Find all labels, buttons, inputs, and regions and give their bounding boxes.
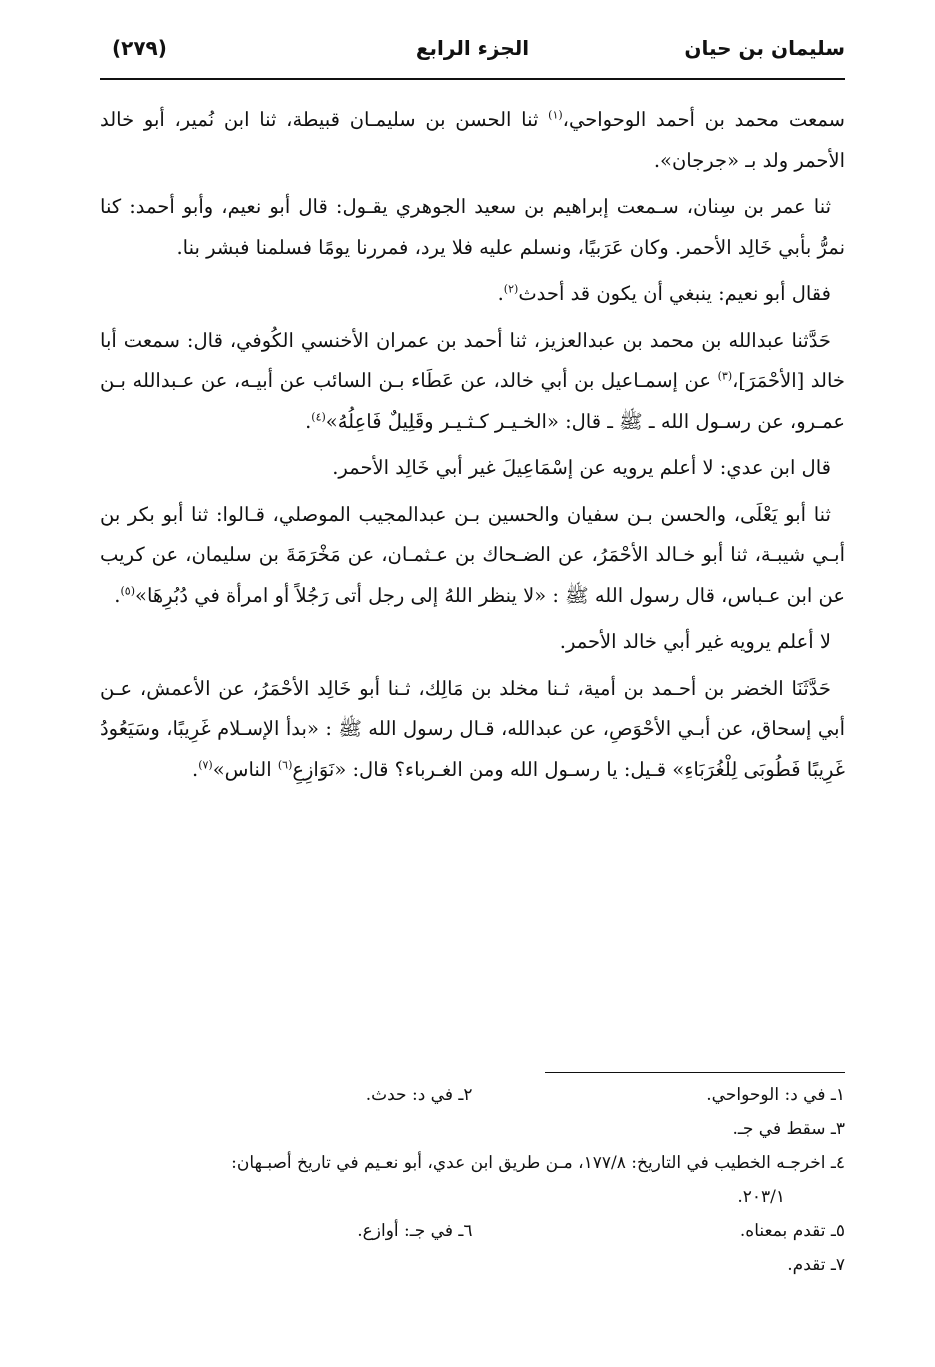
footnote-4-continuation: ٢٠٣/١.	[737, 1187, 785, 1207]
paragraph-text: حَدَّثَنَا الخضر بن أحـمد بن أمية، ثـنا مخلد بن مَالِك، ثـنا أبو خَالِد الأحْمَرُ، عن الأعمش، عـن أبي إسحاق، عن أبـي الأحْوَصِ، عن عبدالله، قـال رسول الله ﷺ : «بدأ الإسـلام غَرِيبًا، وسَيَعُودُ غَرِيبًا فَطُوبَى لِلْغُرَبَاءِ» قـيل: يا رسـول الله ومن الغـرباء؟ قال: «نَوَازِعِ	[100, 676, 845, 781]
footnote-3: ٣ـ سقط في جـ.	[732, 1119, 845, 1139]
paragraph-text: الناس»	[212, 757, 278, 781]
footnote-1: ١ـ في د: الوحواحي.	[706, 1085, 845, 1105]
paragraph-text: .	[497, 282, 504, 305]
footnote-6: ٦ـ في جـ: أوازع.	[357, 1221, 473, 1241]
footnote-marker: (٥)	[120, 584, 136, 597]
paragraph-text: .	[305, 409, 312, 433]
header-chapter-title: سليمان بن حيان	[684, 36, 845, 60]
paragraph	[100, 321, 845, 443]
paragraph	[100, 274, 845, 315]
footnote-separator	[545, 1072, 845, 1073]
paragraph-text: ثنا الحسن بن سليمـان قبيطة، ثنا ابن نُمير، أبو خالد الأحمر ولد بـ «جرجان».	[100, 108, 845, 172]
footnote-7: ٧ـ تقدم.	[787, 1255, 845, 1275]
paragraph-text: عن إسمـاعيل بن أبي خالد، عن عَطَاء بـن السائب عن أبيـه، عن عـبدالله بـن عمـرو، عن رسـول الله ـ ﷺ ـ قال: «الخـيـر كـثـيـر وقَلِيلٌ فَاعِلُهُ»	[100, 369, 845, 433]
paragraph	[100, 100, 845, 181]
footnote-marker: (٢)	[503, 282, 519, 296]
paragraph-text: ثنا أبو يَعْلَى، والحسن بـن سفيان والحسين بـن عبدالمجيب الموصلي، قـالوا: ثنا أبو بكر بن أبـي شيبـة، ثنا أبو خـالد الأحْمَرُ، عن الضـحاك بن عـثمـان، عن مَخْرَمَةَ بن سليمان، عن كريب عن ابن عـباس، قال رسول الله ﷺ : «لا ينظر اللهُ إلى رجل أتى رَجُلاً أو امرأة في دُبُرِهَا»	[100, 502, 845, 607]
footnote-marker: (١)	[548, 108, 563, 122]
paragraph	[100, 448, 845, 489]
footnote-marker: (٧)	[198, 758, 213, 771]
paragraph-text: حَدَّثنا عبدالله بن محمد بن عبدالعزيز، ثنا أحمد بن عمران الأخنسي الكُوفي، قال: سمعت أبا خالد [الأحْمَرَ]،	[100, 328, 845, 392]
paragraph	[100, 622, 845, 663]
footnote-marker: (٦)	[277, 758, 293, 771]
paragraph-text: قال ابن عدي: لا أعلم يرويه عن إسْمَاعِيلَ غير أبي خَالِد الأحمر.	[332, 456, 831, 479]
paragraph	[100, 495, 845, 617]
main-text	[100, 100, 845, 796]
footnote-marker: (٣)	[717, 369, 733, 383]
footnotes	[100, 1078, 845, 1282]
paragraph	[100, 187, 845, 268]
footnote-2: ٢ـ في د: حدث.	[365, 1085, 473, 1105]
paragraph-text: .	[192, 757, 199, 781]
running-header	[100, 30, 845, 80]
footnote-5: ٥ـ تقدم بمعناه.	[739, 1221, 845, 1241]
paragraph-text: سمعت محمد بن أحمد الوحواحي،	[562, 108, 845, 131]
footnote-4: ٤ـ اخرجـه الخطيب في التاريخ: ١٧٧/٨، مـن طريق ابن عدي، أبو نعـيم في تاريخ أصبـهان:	[231, 1153, 845, 1173]
paragraph-text: .	[114, 583, 121, 607]
page-number: (٢٧٩)	[112, 36, 167, 60]
header-volume: الجزء الرابع	[415, 36, 530, 60]
footnote-marker: (٤)	[311, 410, 326, 423]
paragraph	[100, 669, 845, 791]
paragraph-text: لا أعلم يرويه غير أبي خالد الأحمر.	[559, 630, 831, 653]
paragraph-text: ثنا عمر بن سِنان، سـمعت إبراهيم بن سعيد الجوهري يقـول: قال أبو نعيم، وأبو أحمد: كنا نمرُّ بأبي خَالِد الأحمر. وكان عَرَبيًا، ونسلم عليه فلا يرد، فمررنا يومًا فسلمنا فبشر بنا.	[100, 195, 845, 259]
paragraph-text: فقال أبو نعيم: ينبغي أن يكون قد أحدث	[518, 282, 831, 305]
